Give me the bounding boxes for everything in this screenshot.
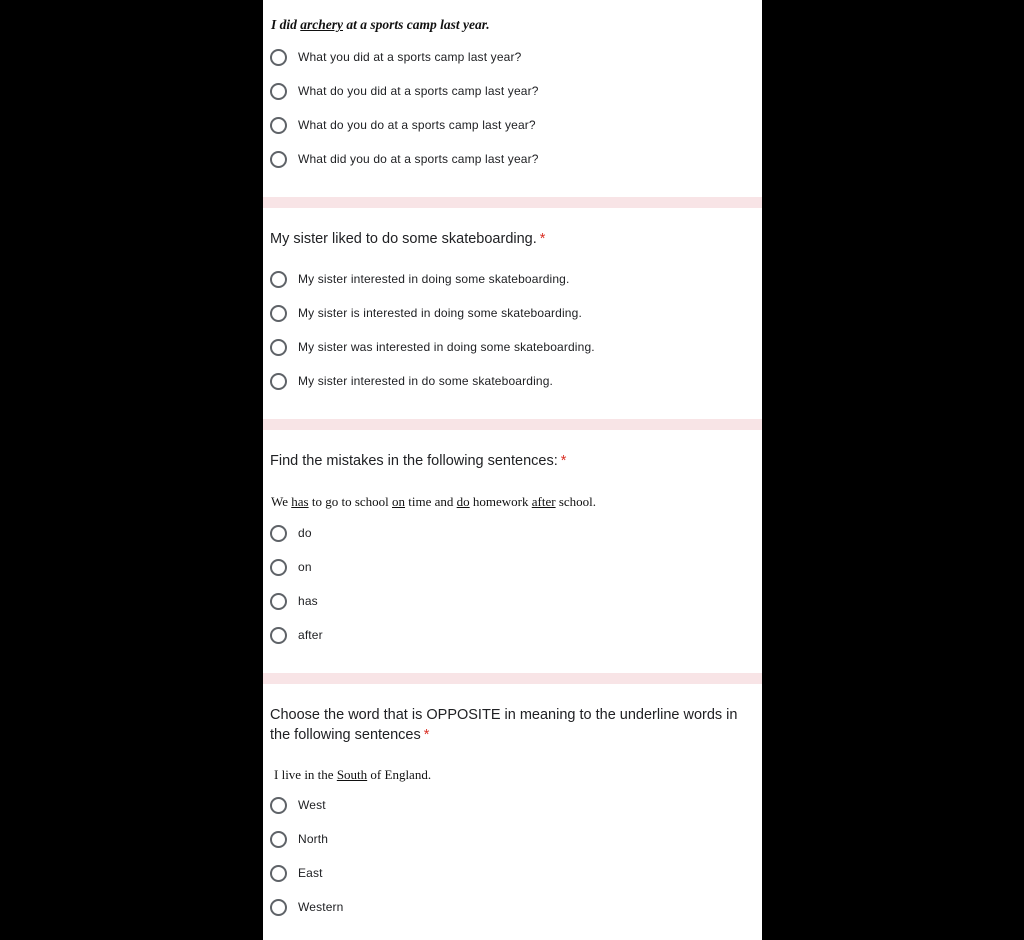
- underlined-word: South: [336, 767, 368, 782]
- radio-option[interactable]: [270, 591, 318, 611]
- option-label: East: [298, 866, 323, 880]
- radio-option[interactable]: [270, 897, 344, 917]
- underlined-word: do: [456, 494, 470, 509]
- sentence-text: homework: [469, 494, 532, 509]
- radio-option[interactable]: [270, 625, 323, 645]
- radio-option[interactable]: [270, 337, 595, 357]
- underlined-word: archery: [300, 17, 344, 32]
- question-3-sentence-image: [271, 494, 596, 510]
- sentence-text: to go to school: [308, 494, 393, 509]
- radio-option[interactable]: [270, 115, 536, 135]
- radio-option[interactable]: [270, 523, 312, 543]
- option-label: What you did at a sports camp last year?: [298, 50, 522, 64]
- radio-circle-icon[interactable]: [270, 831, 287, 848]
- form-column: [263, 0, 762, 940]
- sentence-text: time and: [405, 494, 457, 509]
- question-card-3: [263, 430, 762, 673]
- radio-option[interactable]: [270, 829, 328, 849]
- option-label: What do you did at a sports camp last year?: [298, 84, 539, 98]
- radio-circle-icon[interactable]: [270, 865, 287, 882]
- question-title-text: My sister liked to do some skateboarding.: [270, 231, 537, 247]
- radio-circle-icon[interactable]: [270, 83, 287, 100]
- option-label: on: [298, 560, 312, 574]
- radio-circle-icon[interactable]: [270, 339, 287, 356]
- radio-circle-icon[interactable]: [270, 117, 287, 134]
- question-card-2: [263, 208, 762, 419]
- radio-option[interactable]: [270, 149, 539, 169]
- required-asterisk: *: [560, 453, 567, 469]
- radio-circle-icon[interactable]: [270, 525, 287, 542]
- option-label: My sister interested in do some skateboarding.: [298, 374, 554, 388]
- option-label: has: [298, 594, 318, 608]
- question-4-title: [270, 705, 750, 745]
- underlined-word: has: [291, 494, 309, 509]
- option-label: My sister interested in doing some skateboarding.: [298, 272, 570, 286]
- option-label: What do you do at a sports camp last year?: [298, 118, 536, 132]
- option-label: do: [298, 526, 312, 540]
- required-asterisk: *: [539, 231, 546, 247]
- underlined-word: on: [392, 494, 406, 509]
- option-label: My sister was interested in doing some skateboarding.: [298, 340, 595, 354]
- question-card-4: [263, 684, 762, 940]
- question-3-title: [270, 451, 750, 471]
- radio-option[interactable]: [270, 47, 521, 67]
- radio-circle-icon[interactable]: [270, 797, 287, 814]
- sentence-text: at a sports camp last year.: [343, 17, 490, 32]
- radio-circle-icon[interactable]: [270, 559, 287, 576]
- option-label: What did you do at a sports camp last year?: [298, 152, 539, 166]
- sentence-text: of England.: [367, 767, 432, 782]
- question-2-title: [270, 229, 750, 249]
- radio-circle-icon[interactable]: [270, 271, 287, 288]
- radio-circle-icon[interactable]: [270, 49, 287, 66]
- question-card-1: [263, 0, 762, 197]
- sentence-text: I live in the: [274, 767, 337, 782]
- radio-circle-icon[interactable]: [270, 305, 287, 322]
- question-title-text: Choose the word that is OPPOSITE in meaning to the underline words in the following sentences: [270, 707, 738, 743]
- radio-circle-icon[interactable]: [270, 151, 287, 168]
- question-1-sentence-image: [271, 17, 490, 33]
- sentence-text: I did: [271, 17, 301, 32]
- option-label: My sister is interested in doing some skateboarding.: [298, 306, 582, 320]
- radio-option[interactable]: [270, 863, 323, 883]
- radio-option[interactable]: [270, 371, 553, 391]
- radio-circle-icon[interactable]: [270, 627, 287, 644]
- radio-circle-icon[interactable]: [270, 593, 287, 610]
- radio-circle-icon[interactable]: [270, 373, 287, 390]
- radio-circle-icon[interactable]: [270, 899, 287, 916]
- required-asterisk: *: [423, 727, 430, 743]
- sentence-text: school.: [555, 494, 597, 509]
- option-label: after: [298, 628, 323, 642]
- radio-option[interactable]: [270, 81, 539, 101]
- option-label: Western: [298, 900, 344, 914]
- underlined-word: after: [531, 494, 556, 509]
- option-label: West: [298, 798, 326, 812]
- question-4-sentence-image: [274, 767, 431, 783]
- radio-option[interactable]: [270, 557, 312, 577]
- radio-option[interactable]: [270, 269, 570, 289]
- radio-option[interactable]: [270, 303, 582, 323]
- sentence-text: We: [271, 494, 292, 509]
- question-title-text: Find the mistakes in the following sentences:: [270, 453, 558, 469]
- option-label: North: [298, 832, 329, 846]
- radio-option[interactable]: [270, 795, 326, 815]
